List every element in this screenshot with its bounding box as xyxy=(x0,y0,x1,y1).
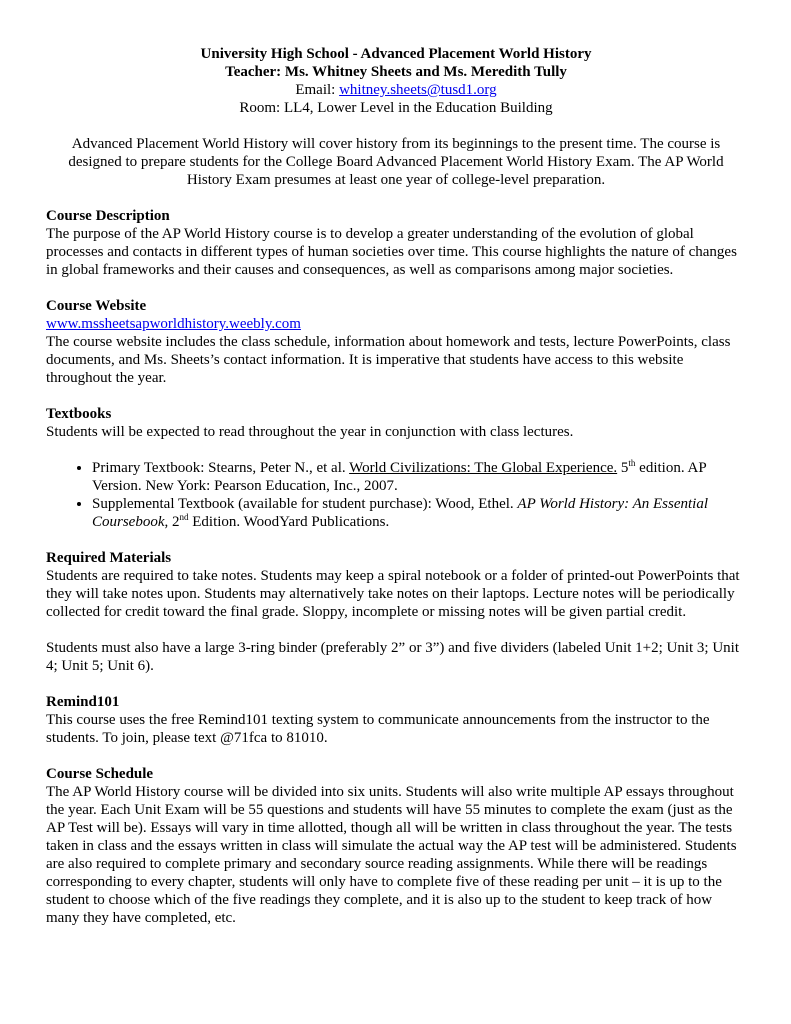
intro-paragraph: Advanced Placement World History will cover history from its beginnings to the present time. The course is designed to prepare students for the College Board Advanced Placement World History Exam. The AP World History Exam presumes at least one year of college-level preparation. xyxy=(68,136,724,188)
list-item-supplemental-textbook xyxy=(92,495,746,531)
primary-prefix: Primary Textbook: Stearns, Peter N., et al. xyxy=(92,460,350,476)
section-required-materials xyxy=(46,549,746,675)
textbook-list xyxy=(46,459,746,531)
email-line xyxy=(46,81,746,99)
primary-edition-number: 5 xyxy=(620,460,629,476)
section-text: Students are required to take notes. Students may keep a spiral notebook or a folder of printed-out PowerPoints that they will take notes upon. Students may alternatively take notes on their laptops. Lecture notes will be periodically collected for credit toward the final grade. Sloppy, incomplete or missing notes will be given partial credit. xyxy=(46,568,740,620)
section-title: Remind101 xyxy=(46,694,120,710)
school-title: University High School - Advanced Placement World History xyxy=(200,46,592,62)
list-item-primary-textbook xyxy=(92,459,746,495)
section-title: Course Description xyxy=(46,208,170,224)
website-link[interactable]: www.mssheetsapworldhistory.weebly.com xyxy=(46,316,301,332)
section-title: Textbooks xyxy=(46,406,112,422)
supplemental-prefix: Supplemental Textbook (available for student purchase): Wood, Ethel. xyxy=(92,496,518,512)
section-text: The AP World History course will be divided into six units. Students will also write multiple AP essays throughout the year. Each Unit Exam will be 55 questions and students will have 55 minutes to complete the exam (just as the AP Test will be). Essays will vary in time allotted, though all will be written in class throughout the year. The tests taken in class and the essays written in class will simulate the actual way the AP test will be administered. Students are also required to complete primary and secondary source reading assignments. While there will be readings corresponding to every chapter, students will only have to complete five of these reading per unit – it is up to the student to choose which of the five readings they complete, and it is also up to the student to keep track of how many they have completed, etc. xyxy=(46,784,737,926)
section-course-description xyxy=(46,207,746,279)
room-line: Room: LL4, Lower Level in the Education Building xyxy=(239,100,553,116)
section-course-website xyxy=(46,297,746,387)
supplemental-comma: , xyxy=(164,514,172,530)
teacher-line: Teacher: Ms. Whitney Sheets and Ms. Meredith Tully xyxy=(225,64,567,80)
section-text-binder: Students must also have a large 3-ring binder (preferably 2” or 3”) and five dividers (labeled Unit 1+2; Unit 3; Unit 4; Unit 5; Unit 6). xyxy=(46,640,739,674)
section-text: Students will be expected to read throughout the year in conjunction with class lectures. xyxy=(46,424,574,440)
primary-suffix: edition. AP Version. New York: Pearson Education, Inc., 2007. xyxy=(92,460,707,494)
section-course-schedule xyxy=(46,765,746,927)
section-text: The course website includes the class schedule, information about homework and tests, lecture PowerPoints, class documents, and Ms. Sheets’s contact information. It is imperative that students have access to this website throughout the year. xyxy=(46,334,731,386)
section-title: Required Materials xyxy=(46,550,172,566)
primary-book-title: World Civilizations: The Global Experience. xyxy=(349,460,618,476)
supplemental-suffix: Edition. WoodYard Publications. xyxy=(188,514,390,530)
document-header xyxy=(46,45,746,117)
section-textbooks xyxy=(46,405,746,531)
supplemental-edition-suffix: nd xyxy=(179,512,189,522)
section-remind101 xyxy=(46,693,746,747)
email-link[interactable]: whitney.sheets@tusd1.org xyxy=(339,82,497,98)
supplemental-book-title: AP World History: An Essential Coursebook xyxy=(92,496,708,530)
section-title: Course Schedule xyxy=(46,766,154,782)
primary-edition-suffix: th xyxy=(628,458,636,468)
supplemental-edition-number: 2 xyxy=(172,514,180,530)
document-page xyxy=(46,45,746,927)
section-text: The purpose of the AP World History course is to develop a greater understanding of the evolution of global processes and contacts in different types of human societies over time. This course highlights the nature of changes in global frameworks and their causes and consequences, as well as comparisons among major societies. xyxy=(46,226,737,278)
section-title: Course Website xyxy=(46,298,147,314)
section-text: This course uses the free Remind101 texting system to communicate announcements from the instructor to the students. To join, please text @71fca to 81010. xyxy=(46,712,710,746)
email-label: Email: xyxy=(295,82,340,98)
